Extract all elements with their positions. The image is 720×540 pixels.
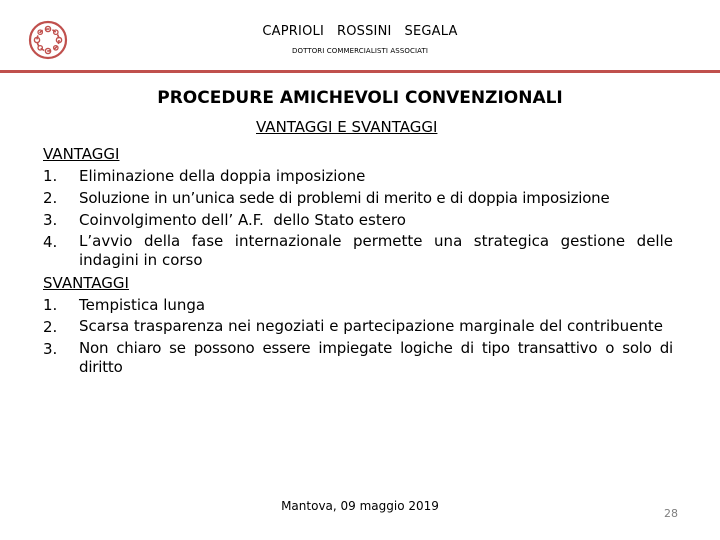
list-item-text: L’avvio della fase internazionale permette una strategica gestione delle indagini in corso [79,232,673,269]
list-item-text: Coinvolgimento dell’ A.F. dello Stato estero [79,211,406,229]
list-item-number: 1. [43,167,58,185]
firm-name: CAPRIOLI ROSSINI SEGALA [262,24,458,39]
list-item-number: 2. [43,189,58,207]
list-item [43,187,673,209]
list-item [43,165,673,187]
vantaggi-heading: VANTAGGI [43,145,120,163]
list-item-text: Non chiaro se possono essere impiegate logiche di tipo transattivo o solo di diritto [79,339,673,376]
footer-location-date: Mantova, 09 maggio 2019 [281,499,439,513]
list-item-number: 2. [43,318,58,336]
svantaggi-heading: SVANTAGGI [43,274,129,292]
header-divider [0,70,720,73]
page-number: 28 [664,507,678,520]
list-item-number: 3. [43,211,58,229]
list-item-number: 1. [43,296,58,314]
list-item-text: Eliminazione della doppia imposizione [79,167,366,185]
list-item [43,316,673,338]
list-item [43,209,673,231]
list-item-text: Soluzione in un’unica sede di problemi di merito e di doppia imposizione [79,189,610,207]
list-item-text: Tempistica lunga [79,296,206,314]
slide-content [43,143,673,379]
list-item [43,338,673,379]
list-item-text: Scarsa trasparenza nei negoziati e partecipazione marginale del contribuente [79,317,664,335]
list-item [43,231,673,272]
list-item [43,294,673,316]
list-item-number: 4. [43,233,58,251]
list-item-number: 3. [43,340,58,358]
slide-subtitle: VANTAGGI E SVANTAGGI [256,118,438,136]
firm-subtitle: DOTTORI COMMERCIALISTI ASSOCIATI [291,47,429,55]
slide-title: PROCEDURE AMICHEVOLI CONVENZIONALI [157,88,563,108]
